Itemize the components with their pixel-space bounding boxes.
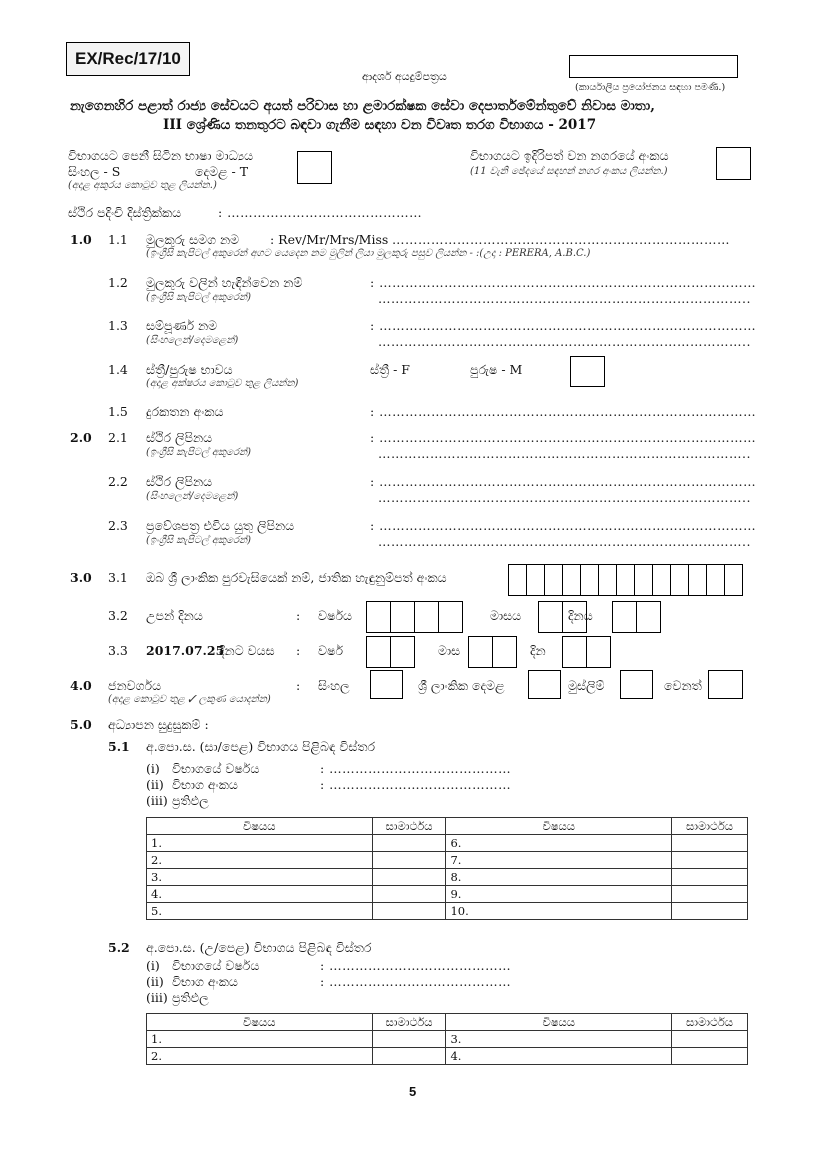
- permanent-address-en-field-2[interactable]: …………………………………………………………………………..: [378, 446, 751, 461]
- item-1-1-number: 1.1: [108, 232, 128, 247]
- item-1-4-number: 1.4: [108, 362, 128, 377]
- admission-address-field-1[interactable]: : ……………………………………………………………………………: [370, 518, 757, 533]
- city-number-box[interactable]: [716, 147, 751, 180]
- medium-option-sinhala: සිංහල - S: [68, 164, 121, 179]
- age-date: 2017.07.25: [146, 643, 225, 658]
- al-grade-cell[interactable]: [672, 1031, 748, 1048]
- ol-subject-cell[interactable]: 8.: [446, 869, 672, 886]
- section-1-number: 1.0: [70, 232, 92, 247]
- item-2-2-number: 2.2: [108, 474, 128, 489]
- dob-day-label: දිනය: [568, 608, 593, 623]
- permanent-address-si-field-1[interactable]: : ……………………………………………………………………………: [370, 474, 757, 489]
- ol-subject-cell[interactable]: 9.: [446, 886, 672, 903]
- al-year-field[interactable]: : ……………………………………: [320, 958, 512, 973]
- ol-grade-cell[interactable]: [672, 835, 748, 852]
- ol-index-label: විභාග අංකය: [172, 777, 238, 792]
- ol-grade-cell[interactable]: [672, 852, 748, 869]
- ol-iii: (iii): [146, 793, 168, 808]
- dob-month-label: මාසය: [490, 608, 522, 623]
- al-iii: (iii): [146, 990, 168, 1005]
- title-line-1: නැගෙනහිර පළාත් රාජ්‍ය සේවයට අයත් පරිවාස හා ළමාරක්ෂක සේවා දෙපාර්තමේන්තුවේ නිවාස මාතා,: [70, 98, 655, 114]
- ol-i: (i): [146, 761, 160, 776]
- item-5-1-number: 5.1: [108, 739, 130, 754]
- al-ii: (ii): [146, 974, 164, 989]
- ethnicity-sl-tamil-checkbox[interactable]: [528, 670, 561, 699]
- names-denoted-label: මුලකුරු වලින් හැඳින්වෙන නම්: [146, 275, 303, 290]
- ol-subject-cell[interactable]: 2.: [147, 852, 373, 869]
- age-years-label: වර්ෂ: [318, 643, 344, 658]
- nic-label: ඔබ ශ්‍රී ලාංකික පුරවැසියෙක් නම්, ජාතික හැඳුනුම්පත් අංකය: [146, 570, 447, 585]
- item-1-3-number: 1.3: [108, 318, 128, 333]
- item-2-1-number: 2.1: [108, 430, 128, 445]
- al-i: (i): [146, 958, 160, 973]
- al-index-label: විභාග අංකය: [172, 974, 238, 989]
- ethnicity-sinhala: සිංහල: [318, 678, 350, 693]
- ethnicity-label: ජනවර්ගය: [108, 678, 162, 693]
- full-name-field-2[interactable]: …………………………………………………………………………..: [378, 334, 751, 349]
- al-subject-cell[interactable]: 1.: [147, 1031, 373, 1048]
- permanent-address-si-label: ස්ථිර ලිපිනය: [146, 474, 213, 489]
- medium-hint: (අදාළ අකුරය කොටුව තුළ ලියන්න.): [68, 180, 217, 191]
- ethnicity-colon: :: [296, 678, 301, 693]
- ethnicity-sl-tamil: ශ්‍රී ලාංකික දෙමළ: [418, 678, 505, 693]
- ethnicity-muslim: මුස්ලිම්: [568, 678, 605, 693]
- item-3-2-number: 3.2: [108, 608, 128, 623]
- item-1-2-number: 1.2: [108, 275, 128, 290]
- ol-ii: (ii): [146, 777, 164, 792]
- gender-label: ස්ත්‍රී/පුරුෂ භාවය: [146, 362, 233, 377]
- age-label: දිනට වයස: [219, 643, 275, 658]
- al-results-table: [146, 1013, 748, 1065]
- office-use-box[interactable]: [569, 55, 738, 78]
- medium-input-box[interactable]: [297, 151, 332, 184]
- ethnicity-sinhala-checkbox[interactable]: [370, 670, 403, 699]
- ethnicity-muslim-checkbox[interactable]: [620, 670, 653, 699]
- ol-subject-cell[interactable]: 10.: [446, 903, 672, 920]
- ol-subject-cell[interactable]: 6.: [446, 835, 672, 852]
- dob-year-grid[interactable]: [366, 601, 463, 633]
- permanent-address-en-label: ස්ථිර ලිපිනය: [146, 430, 213, 445]
- age-days-label: දින: [530, 643, 546, 658]
- names-denoted-hint: (ඉංග්‍රීසි කැපිටල් අකුරෙන්): [146, 292, 252, 303]
- title-line-2: III ශ්‍රේණිය තනතුරට බඳවා ගැනීම සඳහා වන විවෘත තරග විභාගය - 2017: [163, 117, 597, 133]
- al-header-subject-1: විෂයය: [147, 1014, 373, 1031]
- ol-results-label: ප්‍රතිඵල: [172, 793, 209, 808]
- medium-option-tamil: දෙමළ - T: [195, 164, 249, 179]
- ol-grade-cell[interactable]: [372, 886, 446, 903]
- ol-title: අ.පො.ස. (සා/පෙළ) විභාගය පිළිබඳ විස්තර: [146, 739, 376, 754]
- al-grade-cell[interactable]: [372, 1031, 446, 1048]
- full-name-field-1[interactable]: : ……………………………………………………………………………: [370, 318, 757, 333]
- dob-label: උපන් දිනය: [146, 608, 203, 623]
- full-name-label: සම්පූර්ණ නම: [146, 318, 218, 333]
- education-label: අධ්‍යාපන සුදුසුකම් :: [108, 717, 209, 732]
- age-years-grid[interactable]: [366, 636, 415, 668]
- table-row: [147, 1031, 748, 1048]
- permanent-address-en-hint: (ඉංග්‍රීසි කැපිටල් අකුරෙන්): [146, 447, 252, 458]
- al-results-label: ප්‍රතිඵල: [172, 990, 209, 1005]
- ol-subject-cell[interactable]: 4.: [147, 886, 373, 903]
- dob-day-grid[interactable]: [612, 601, 661, 633]
- medium-label: විභාගයට පෙනී සිටින භාෂා මාධ්‍යය: [68, 148, 254, 163]
- ol-results-table: [146, 817, 748, 920]
- ol-subject-cell[interactable]: 7.: [446, 852, 672, 869]
- office-use-note: (කාර්යාලීය ප්‍රයෝජනය සඳහා පමණි.): [575, 82, 726, 93]
- form-label: ආදර්ශ අයදුම්පත්‍රය: [362, 70, 447, 83]
- al-header-subject-2: විෂයය: [446, 1014, 672, 1031]
- reference-code: EX/Rec/17/10: [66, 42, 190, 76]
- permanent-address-si-hint: (සිංහලෙන්/දෙමළෙන්): [146, 491, 239, 502]
- dob-year-label: වර්ෂය: [318, 608, 352, 623]
- al-header-grade-1: සාමාර්ථය: [372, 1014, 446, 1031]
- al-title: අ.පො.ස. (උ/පෙළ) විභාගය පිළිබඳ විස්තර: [146, 940, 372, 955]
- ethnicity-hint: (අදාළ කොටුව තුළ ✓ ලකුණ යොදන්න): [108, 694, 271, 705]
- section-3-number: 3.0: [70, 570, 92, 585]
- ol-header-grade-1: සාමාර්ථය: [372, 818, 446, 835]
- nic-number-grid[interactable]: [508, 564, 743, 596]
- gender-hint: (අදාළ අක්ෂරය කොටුව තුළ ලියන්න): [146, 378, 299, 389]
- ol-grade-cell[interactable]: [372, 869, 446, 886]
- ol-subject-cell[interactable]: 1.: [147, 835, 373, 852]
- telephone-label: දුරකතන අංකය: [146, 404, 224, 419]
- ol-grade-cell[interactable]: [372, 903, 446, 920]
- ol-header-grade-2: සාමාර්ථය: [672, 818, 748, 835]
- gender-input-box[interactable]: [570, 356, 605, 387]
- al-index-field[interactable]: : ……………………………………: [320, 974, 512, 989]
- table-row: [147, 886, 748, 903]
- item-3-1-number: 3.1: [108, 570, 128, 585]
- age-months-label: මාස: [438, 643, 461, 658]
- item-1-5-number: 1.5: [108, 404, 128, 419]
- al-year-label: විභාගයේ වර්ෂය: [172, 958, 260, 973]
- age-colon: :: [296, 643, 301, 658]
- permanent-address-si-field-2[interactable]: …………………………………………………………………………..: [378, 490, 751, 505]
- ol-header-subject-1: විෂයය: [147, 818, 373, 835]
- item-2-3-number: 2.3: [108, 518, 128, 533]
- ol-header-subject-2: විෂයය: [446, 818, 672, 835]
- ol-index-field[interactable]: : ……………………………………: [320, 777, 512, 792]
- names-denoted-field-2[interactable]: …………………………………………………………………………..: [378, 291, 751, 306]
- district-label: ස්ථිර පදිංචි දිස්ත්‍රික්කය: [68, 205, 182, 220]
- name-with-initials-field[interactable]: ……………………………………………………………………: [392, 232, 730, 247]
- table-row: [147, 1048, 748, 1065]
- table-row: [147, 835, 748, 852]
- telephone-field[interactable]: : ……………………………………………………………………………: [370, 404, 757, 419]
- city-label: විභාගයට ඉදිරිපත් වන නගරයේ අංකය: [470, 148, 669, 163]
- ol-grade-cell[interactable]: [672, 886, 748, 903]
- section-2-number: 2.0: [70, 430, 92, 445]
- table-row: [147, 869, 748, 886]
- al-subject-cell[interactable]: 4.: [446, 1048, 672, 1065]
- age-days-grid[interactable]: [562, 636, 611, 668]
- ol-subject-cell[interactable]: 3.: [147, 869, 373, 886]
- names-denoted-field-1[interactable]: : ……………………………………………………………………………: [370, 275, 757, 290]
- al-subject-cell[interactable]: 2.: [147, 1048, 373, 1065]
- table-row: [147, 903, 748, 920]
- ol-year-label: විභාගයේ වර්ෂය: [172, 761, 260, 776]
- al-grade-cell[interactable]: [372, 1048, 446, 1065]
- section-4-number: 4.0: [70, 678, 92, 693]
- admission-address-label: ප්‍රවේශපත්‍ර එවිය යුතු ලිපිනය: [146, 518, 295, 533]
- ol-year-field[interactable]: : ……………………………………: [320, 761, 512, 776]
- gender-male: පුරුෂ - M: [470, 362, 523, 377]
- al-header-grade-2: සාමාර්ථය: [672, 1014, 748, 1031]
- admission-address-hint: (ඉංග්‍රීසි කැපිටල් අකුරෙන්): [146, 535, 252, 546]
- ol-grade-cell[interactable]: [372, 852, 446, 869]
- ol-subject-cell[interactable]: 5.: [147, 903, 373, 920]
- ethnicity-other-checkbox[interactable]: [708, 670, 743, 699]
- district-field[interactable]: : ………………………………………: [218, 205, 423, 220]
- permanent-address-en-field-1[interactable]: : ……………………………………………………………………………: [370, 430, 757, 445]
- ethnicity-other: වෙනත්: [664, 678, 702, 693]
- gender-female: ස්ත්‍රී - F: [370, 362, 410, 377]
- item-5-2-number: 5.2: [108, 940, 130, 955]
- title-options: : Rev/Mr/Mrs/Miss: [270, 232, 389, 247]
- al-grade-cell[interactable]: [672, 1048, 748, 1065]
- city-hint: (11 වැනි ඡේදයේ සඳහන් නගර අංකය ලියන්න.): [470, 166, 668, 177]
- ol-grade-cell[interactable]: [672, 903, 748, 920]
- table-row: [147, 852, 748, 869]
- section-5-number: 5.0: [70, 717, 92, 732]
- admission-address-field-2[interactable]: …………………………………………………………………………..: [378, 534, 751, 549]
- age-months-grid[interactable]: [468, 636, 517, 668]
- page-number: 5: [409, 1084, 417, 1099]
- full-name-hint: (සිංහලෙන්/දෙමළෙන්): [146, 335, 239, 346]
- ol-grade-cell[interactable]: [372, 835, 446, 852]
- item-3-3-number: 3.3: [108, 643, 128, 658]
- name-with-initials-hint: (ඉංග්‍රීසි කැපිටල් අකුරෙන් අගට යෙදෙන නම මුලින් ලියා මුලකුරු පසුව ලියන්න - :(උදා : PERERA, A.B.C.): [146, 248, 591, 259]
- name-with-initials-label: මුලකුරු සමග නම: [146, 232, 240, 247]
- dob-colon: :: [296, 608, 301, 623]
- al-subject-cell[interactable]: 3.: [446, 1031, 672, 1048]
- ol-grade-cell[interactable]: [672, 869, 748, 886]
